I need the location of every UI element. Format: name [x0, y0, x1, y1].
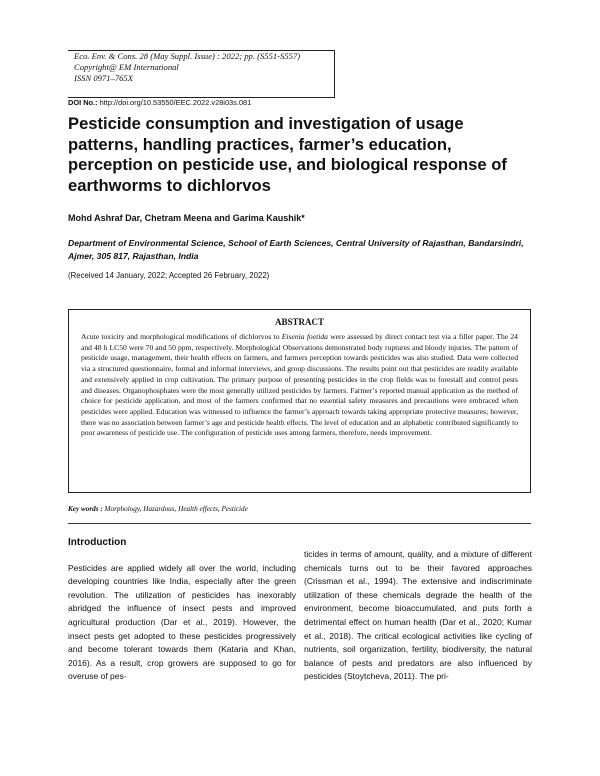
- abstract-box: [68, 309, 531, 493]
- doi-line: [68, 98, 251, 107]
- journal-copyright: Copyright@ EM International: [74, 62, 179, 72]
- journal-issn: ISSN 0971–765X: [74, 73, 133, 83]
- author-list: Mohd Ashraf Dar, Chetram Meena and Garima Kaushik*: [68, 213, 305, 223]
- author-affiliation: Department of Environmental Science, School of Earth Sciences, Central University of Rajasthan, Bandarsindri, Ajmer, 305 817, Rajasthan, India: [68, 238, 524, 261]
- introduction-paragraph-left: Pesticides are applied widely all over the world, including developing countries like India, especially after the green revolution. The utilization of pesticides has inexorably abridged the influence of insect pests and improved agricultural production (Dar et al., 2019). However, the insect pests get adopted to these pesticides progressively and become tolerant towards them (Kataria and Khan, 2016). As a result, crop growers are supposed to go for overuse of pes-: [68, 562, 296, 682]
- keywords-line: [68, 505, 248, 513]
- introduction-heading: Introduction: [68, 537, 127, 548]
- keywords-terms: Morphology, Hazardous, Health effects, Pesticide: [104, 505, 248, 513]
- abstract-text-start: Acute toxicity and morphological modifications of dichlorvos to: [81, 332, 282, 341]
- doi-label: DOI No.:: [68, 98, 98, 107]
- body-column-left: [68, 536, 296, 684]
- introduction-paragraph-right: ticides in terms of amount, quality, and a mixture of different chemicals turns out to be their favored approaches (Crissman et al., 1994). The extensive and indiscriminate utilization of these chemicals degrade the health of the environment, become bioaccumulated, and puts forth a detrimental effect on human health (Dar et al., 2020; Kumar et al., 2018). The critical ecological activities like cycling of nutrients, soil organization, fertility, biodiversity, the natural balance of pests and predators are also influenced by pesticides (Stoytcheva, 2011). The pri-: [304, 549, 532, 682]
- journal-info-box: [68, 50, 335, 98]
- doi-link[interactable]: http://doi.org/10.53550/EEC.2022.v28i03s.081: [99, 98, 252, 107]
- article-title: Pesticide consumption and investigation of usage patterns, handling practices, farmer’s education, perception on pesticide use, and biological response of earthworms to dichlorvos: [68, 114, 507, 195]
- abstract-text-rest: were assessed by direct contact test via a filler paper. The 24 and 48 h LC50 were 70 and 50 ppm, respectively. Morphological Observations demonstrated body ruptures and bloody injuries. The pattern of pesticide usage, management, their health effects on farmers, and farmers perception towards pesticides was also studied. Data were collected via a structured questionnaire, formal and informal interviews, and group discussions. The results point out that pesticides are readily available and extensively applied in crop cultivation. The primary purpose of presenting pesticides in the crop fields was to forestall and control pests and diseases. Organophosphates were the most generally utilized pesticides by farmers. Farmer’s reported manual application as the method of choice for pesticide application, and most of the farmers confirmed that no essential safety measures and precautions were embraced when pesticides were applied. Education was witnessed to influence the farmer’s approach towards taking appropriate protective measures; however, there was no association between farmer’s age and pesticide health effects. The level of education and an alphabetic contributed significantly to poor awareness of pesticide use. The configuration of pesticide uses among farmers, therefore, needs improvement.: [81, 332, 518, 438]
- abstract-text: [81, 332, 518, 439]
- abstract-species-name: Eisenia foetida: [281, 332, 328, 341]
- body-column-right: [304, 548, 532, 684]
- received-dates: (Received 14 January, 2022; Accepted 26 February, 2022): [68, 271, 270, 280]
- keywords-label: Key words :: [68, 505, 103, 513]
- journal-citation: Eco. Env. & Cons. 28 (May Suppl. Issue) : 2022; pp. (S551-S557): [74, 51, 301, 61]
- abstract-heading: ABSTRACT: [274, 317, 324, 327]
- section-divider: [68, 523, 531, 524]
